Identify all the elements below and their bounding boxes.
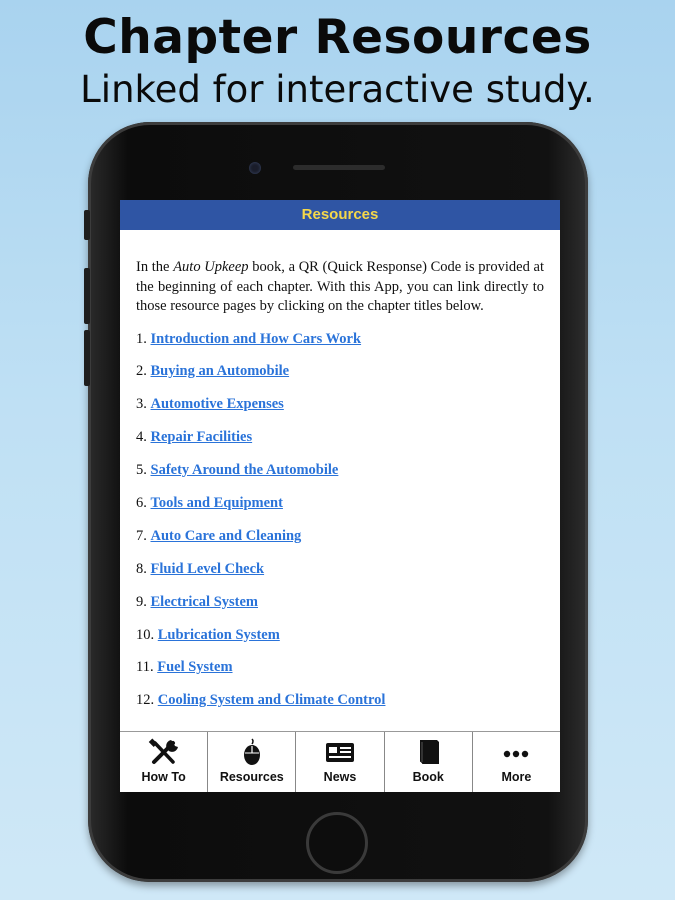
- home-button[interactable]: [306, 812, 368, 874]
- chapter-link-7[interactable]: Auto Care and Cleaning: [150, 527, 302, 544]
- chapter-list: [136, 331, 544, 726]
- chapter-item-8: [136, 561, 544, 594]
- tab-more[interactable]: [473, 732, 560, 792]
- chapter-number: 2.: [136, 363, 147, 380]
- chapter-link-11[interactable]: Fuel System: [157, 659, 233, 676]
- tools-icon: [147, 738, 181, 766]
- chapter-item-7: [136, 528, 544, 561]
- chapter-link-1[interactable]: Introduction and How Cars Work: [150, 330, 362, 347]
- chapter-item-12: [136, 692, 544, 725]
- book-title: Auto Upkeep: [173, 259, 249, 275]
- chapter-number: 6.: [136, 494, 147, 511]
- newspaper-icon: [323, 738, 357, 766]
- chapter-link-8[interactable]: Fluid Level Check: [150, 560, 265, 577]
- front-camera: [249, 162, 261, 174]
- chapter-number: 12.: [136, 692, 155, 709]
- chapter-number: 7.: [136, 527, 147, 544]
- chapter-number: 9.: [136, 593, 147, 610]
- chapter-item-9: [136, 594, 544, 627]
- book-icon: [411, 738, 445, 766]
- banner-subtitle: Linked for interactive study.: [80, 68, 595, 111]
- chapter-item-6: [136, 495, 544, 528]
- intro-text-rest: book, a QR (Quick Response) Code is provided at the beginning of each chapter. With this App, you can link directly to those resource pages by clicking on the chapter titles below.: [136, 259, 544, 314]
- chapter-link-5[interactable]: Safety Around the Automobile: [150, 462, 339, 479]
- tab-book[interactable]: [385, 732, 473, 792]
- chapter-item-4: [136, 429, 544, 462]
- chapter-number: 11.: [136, 659, 154, 676]
- chapter-link-4[interactable]: Repair Facilities: [150, 429, 253, 446]
- mouse-icon: [235, 738, 269, 766]
- chapter-number: 10.: [136, 626, 155, 643]
- chapter-item-2: [136, 363, 544, 396]
- chapter-link-10[interactable]: Lubrication System: [157, 626, 280, 643]
- phone-volume-up-button: [84, 268, 90, 324]
- tab-resources-label: Resources: [219, 770, 284, 784]
- chapter-link-12[interactable]: Cooling System and Climate Control: [157, 692, 386, 709]
- tab-how-to-label: How To: [141, 770, 186, 784]
- chapter-number: 8.: [136, 560, 147, 577]
- bottom-tab-bar: [120, 731, 560, 792]
- tab-how-to[interactable]: [120, 732, 208, 792]
- more-dots-icon: [499, 738, 533, 766]
- chapter-link-2[interactable]: Buying an Automobile: [150, 363, 290, 380]
- tab-book-label: Book: [412, 770, 444, 784]
- chapter-link-6[interactable]: Tools and Equipment: [150, 494, 283, 511]
- app-screen: [120, 200, 560, 792]
- tab-news[interactable]: [296, 732, 384, 792]
- chapter-item-5: [136, 462, 544, 495]
- chapter-number: 4.: [136, 429, 147, 446]
- tab-resources[interactable]: [208, 732, 296, 792]
- chapter-item-11: [136, 659, 544, 692]
- chapter-number: 1.: [136, 330, 147, 347]
- chapter-item-3: [136, 396, 544, 429]
- chapter-item-10: [136, 627, 544, 660]
- resources-content: [136, 258, 544, 725]
- intro-paragraph: [136, 258, 544, 317]
- phone-mute-switch: [84, 210, 90, 240]
- intro-text-start: In the: [136, 259, 174, 275]
- phone-volume-down-button: [84, 330, 90, 386]
- screen-title: Resources: [120, 200, 560, 230]
- chapter-link-9[interactable]: Electrical System: [150, 593, 259, 610]
- tab-more-label: More: [501, 770, 532, 784]
- chapter-number: 3.: [136, 396, 147, 413]
- chapter-number: 5.: [136, 462, 147, 479]
- tab-news-label: News: [323, 770, 357, 784]
- banner-title: Chapter Resources: [83, 10, 592, 65]
- chapter-link-3[interactable]: Automotive Expenses: [150, 396, 284, 413]
- chapter-item-1: [136, 331, 544, 364]
- earpiece-speaker: [293, 165, 385, 170]
